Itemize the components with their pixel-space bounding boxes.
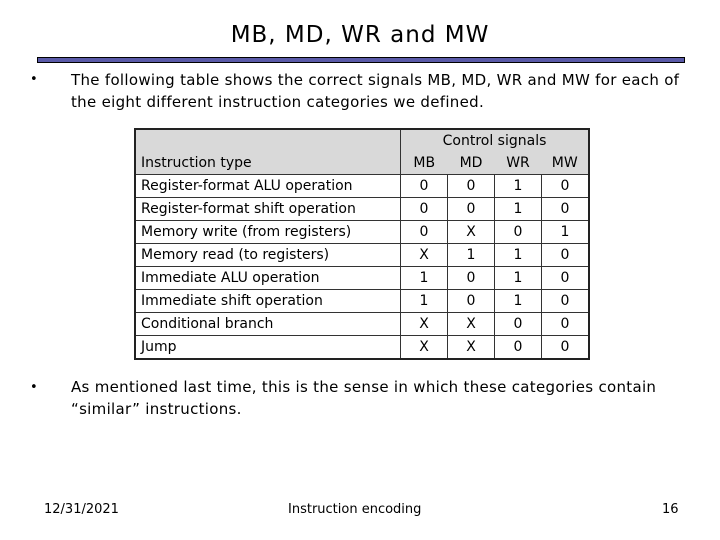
row-header: Instruction type — [135, 152, 401, 175]
bullet-text-1: The following table shows the correct signals MB, MD, WR and MW for each of the eight different instruction categories we defined. — [71, 71, 680, 111]
signal-value: 0 — [542, 290, 590, 313]
page-number: 16 — [662, 502, 679, 517]
col-header-mb: MB — [401, 152, 448, 175]
slide-title: MB, MD, WR and MW — [230, 22, 490, 48]
instruction-type: Register-format ALU operation — [135, 175, 401, 198]
signal-value: 0 — [495, 313, 542, 336]
signal-value: 1 — [495, 198, 542, 221]
col-header-md: MD — [448, 152, 495, 175]
signal-value: 0 — [542, 198, 590, 221]
instruction-type: Memory read (to registers) — [135, 244, 401, 267]
signal-value: 1 — [495, 267, 542, 290]
table-row — [135, 244, 589, 267]
signal-value: 0 — [401, 221, 448, 244]
signal-value: 0 — [401, 175, 448, 198]
instruction-type: Memory write (from registers) — [135, 221, 401, 244]
signal-value: 0 — [448, 267, 495, 290]
signal-value: 1 — [401, 267, 448, 290]
signal-value: X — [448, 313, 495, 336]
signal-value: 1 — [448, 244, 495, 267]
signal-value: 0 — [542, 313, 590, 336]
signal-value: X — [401, 244, 448, 267]
signal-value: 1 — [542, 221, 590, 244]
signal-value: 0 — [401, 198, 448, 221]
table-row — [135, 336, 589, 360]
bullet-text-2: As mentioned last time, this is the sense in which these categories contain “similar” instructions. — [71, 378, 657, 418]
signal-value: X — [401, 313, 448, 336]
instruction-type: Conditional branch — [135, 313, 401, 336]
table-row — [135, 290, 589, 313]
signal-value: 0 — [542, 175, 590, 198]
signal-value: X — [401, 336, 448, 360]
signal-value: 1 — [495, 290, 542, 313]
instruction-type: Jump — [135, 336, 401, 360]
control-signals-table — [134, 128, 590, 360]
signal-value: 0 — [448, 290, 495, 313]
footer-title: Instruction encoding — [288, 502, 422, 517]
instruction-type: Immediate shift operation — [135, 290, 401, 313]
table-row — [135, 313, 589, 336]
signal-value: 0 — [448, 175, 495, 198]
signal-value: 0 — [495, 221, 542, 244]
col-header-wr: WR — [495, 152, 542, 175]
bullet-icon: • — [30, 72, 38, 87]
signal-value: X — [448, 336, 495, 360]
signal-value: 0 — [495, 336, 542, 360]
signal-value: 0 — [542, 336, 590, 360]
signal-value: 1 — [495, 244, 542, 267]
footer-date: 12/31/2021 — [44, 502, 119, 517]
signal-value: 1 — [401, 290, 448, 313]
signal-value: 0 — [542, 267, 590, 290]
instruction-type: Immediate ALU operation — [135, 267, 401, 290]
instruction-type: Register-format shift operation — [135, 198, 401, 221]
table-row — [135, 221, 589, 244]
table-corner — [135, 129, 401, 152]
group-header: Control signals — [401, 129, 590, 152]
bullet-icon: • — [30, 380, 38, 395]
table-row — [135, 267, 589, 290]
title-underline — [37, 57, 685, 63]
table-row — [135, 175, 589, 198]
signal-value: 0 — [448, 198, 495, 221]
col-header-mw: MW — [542, 152, 590, 175]
signal-value: 1 — [495, 175, 542, 198]
signal-value: X — [448, 221, 495, 244]
signal-value: 0 — [542, 244, 590, 267]
table-row — [135, 198, 589, 221]
